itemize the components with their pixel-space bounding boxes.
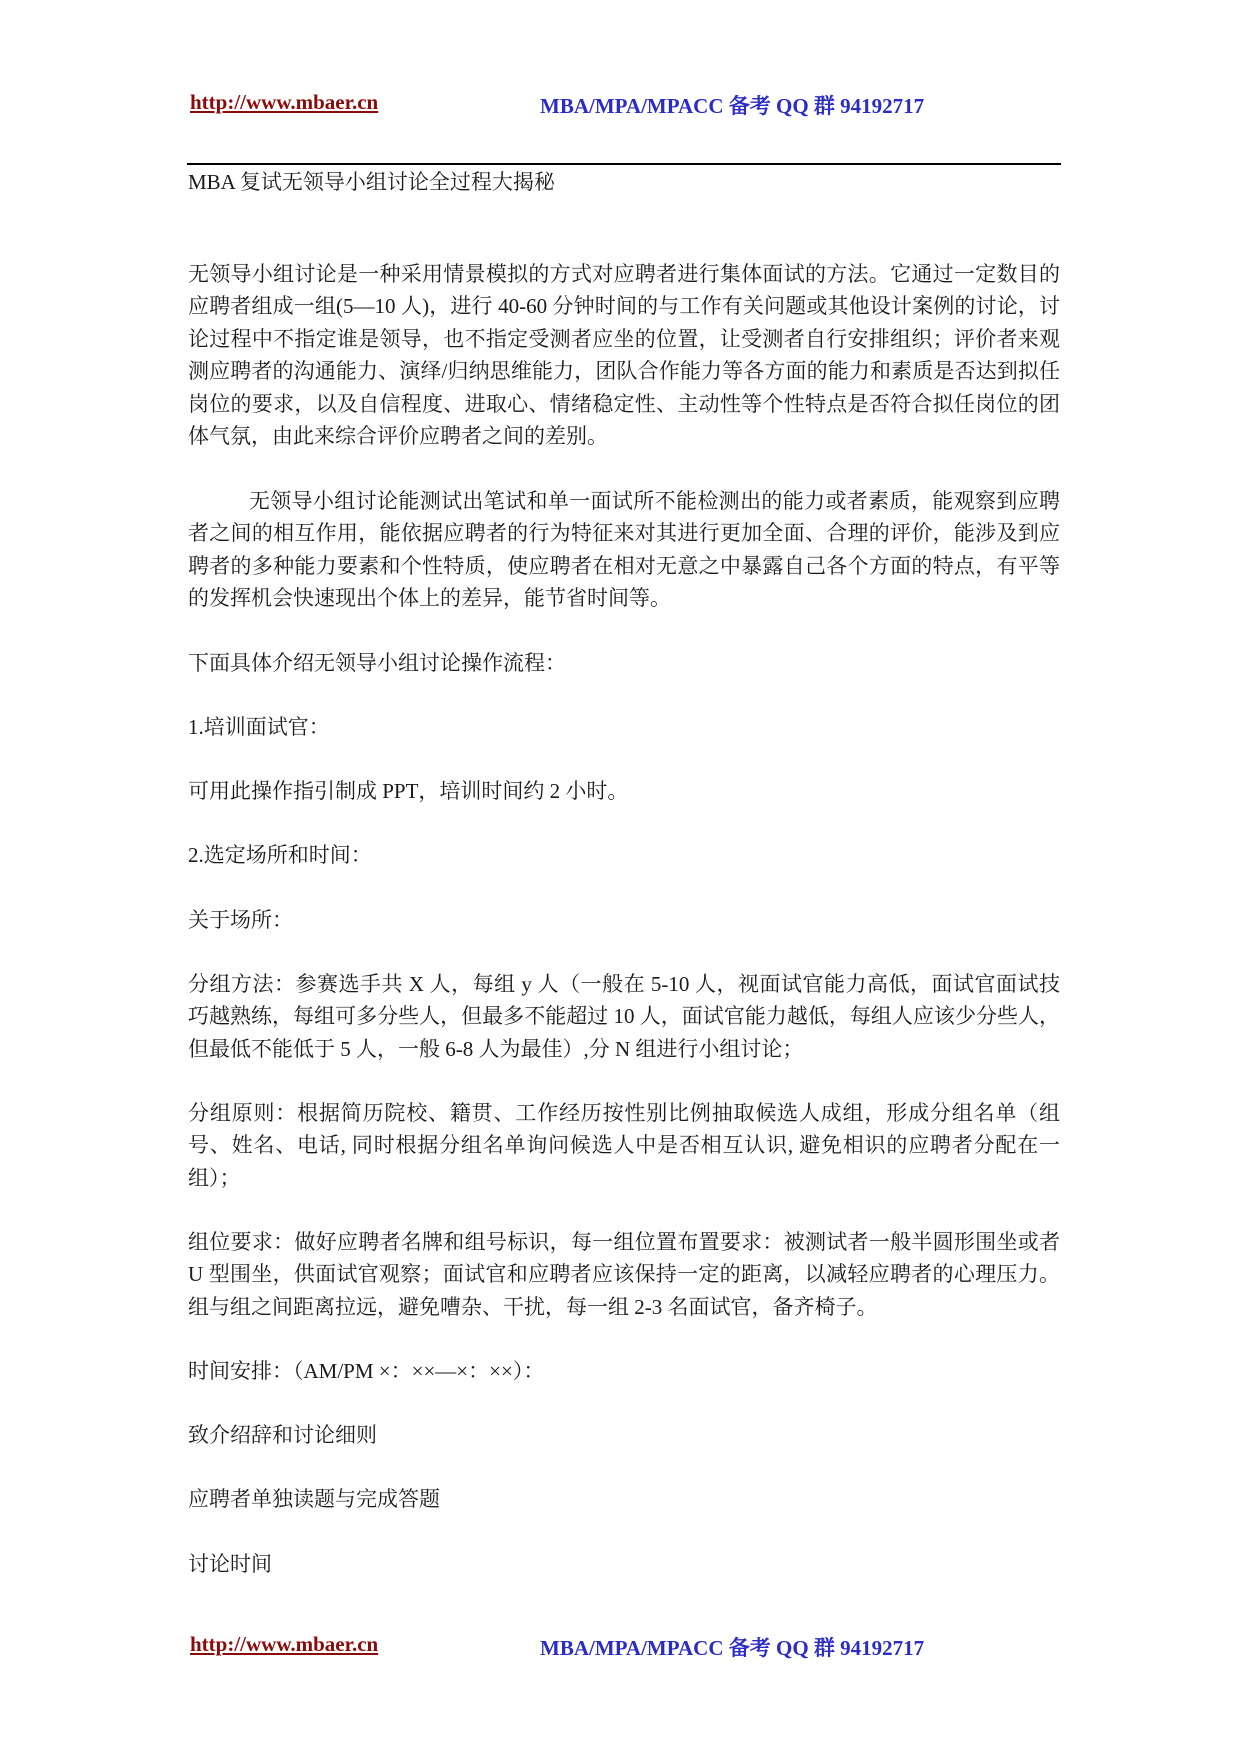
document-body bbox=[188, 258, 1060, 1580]
venue-heading: 关于场所： bbox=[188, 907, 293, 932]
document-title: MBA 复试无领导小组讨论全过程大揭秘 bbox=[188, 170, 555, 194]
schedule-item-opening: 致介绍辞和讨论细则 bbox=[188, 1423, 377, 1448]
paragraph-grouping-principle: 分组原则：根据简历院校、籍贯、工作经历按性别比例抽取候选人成组，形成分组名单（组号、姓名、电话, 同时根据分组名单询问候选人中是否相互认识, 避免相识的应聘者分配在一组）； bbox=[188, 1100, 1060, 1190]
footer-qq-group-text: MBA/MPA/MPACC 备考 QQ 群 94192717 bbox=[540, 1636, 925, 1660]
schedule-heading: 时间安排：（AM/PM ×：××—×：××）： bbox=[188, 1358, 545, 1383]
page-header bbox=[190, 90, 1070, 120]
header-qq-group-text: MBA/MPA/MPACC 备考 QQ 群 94192717 bbox=[540, 94, 925, 118]
paragraph-seating-requirements: 组位要求：做好应聘者名牌和组号标识，每一组位置布置要求：被测试者一般半圆形围坐或者 U 型围坐，供面试官观察；面试官和应聘者应该保持一定的距离，以减轻应聘者的心理压力。组与组之间距离拉远，避免嘈杂、干扰，每一组 2-3 名面试官，备齐椅子。 bbox=[188, 1229, 1060, 1319]
header-website-link[interactable]: http://www.mbaer.cn bbox=[190, 90, 379, 114]
schedule-item-discussion: 讨论时间 bbox=[188, 1551, 272, 1576]
paragraph-advantages: 无领导小组讨论能测试出笔试和单一面试所不能检测出的能力或者素质，能观察到应聘者之间的相互作用，能依据应聘者的行为特征来对其进行更加全面、合理的评价，能涉及到应聘者的多种能力要素和个性特质，使应聘者在相对无意之中暴露自己各个方面的特点，有平等的发挥机会快速现出个体上的差异，能节省时间等。 bbox=[188, 488, 1060, 611]
step-1-text: 可用此操作指引制成 PPT，培训时间约 2 小时。 bbox=[188, 779, 629, 804]
page-footer bbox=[190, 1632, 1070, 1662]
paragraph-intro: 无领导小组讨论是一种采用情景模拟的方式对应聘者进行集体面试的方法。它通过一定数目的应聘者组成一组(5—10 人)，进行 40-60 分钟时间的与工作有关问题或其他设计案例的讨论，讨论过程中不指定谁是领导，也不指定受测者应坐的位置，让受测者自行安排组织；评价者来观测应聘者的沟通能力、演绎/归纳思维能力，团队合作能力等各方面的能力和素质是否达到拟任岗位的要求，以及自信程度、进取心、情绪稳定性、主动性等个性特点是否符合拟任岗位的团体气氛，由此来综合评价应聘者之间的差别。 bbox=[188, 262, 1060, 449]
paragraph-grouping-method: 分组方法：参赛选手共 X 人，每组 y 人（一般在 5-10 人，视面试官能力高低，面试官面试技巧越熟练，每组可多分些人，但最多不能超过 10 人，面试官能力越低，每组人应该少分些人，但最低不能低于 5 人，一般 6-8 人为最佳）,分 N 组进行小组讨论； bbox=[188, 971, 1060, 1061]
schedule-item-reading: 应聘者单独读题与完成答题 bbox=[188, 1487, 440, 1512]
paragraph-process-intro: 下面具体介绍无领导小组讨论操作流程： bbox=[188, 650, 566, 675]
step-1-heading: 1.培训面试官： bbox=[188, 715, 330, 740]
header-divider bbox=[187, 163, 1061, 165]
step-2-heading: 2.选定场所和时间： bbox=[188, 843, 372, 868]
footer-website-link[interactable]: http://www.mbaer.cn bbox=[190, 1632, 379, 1656]
